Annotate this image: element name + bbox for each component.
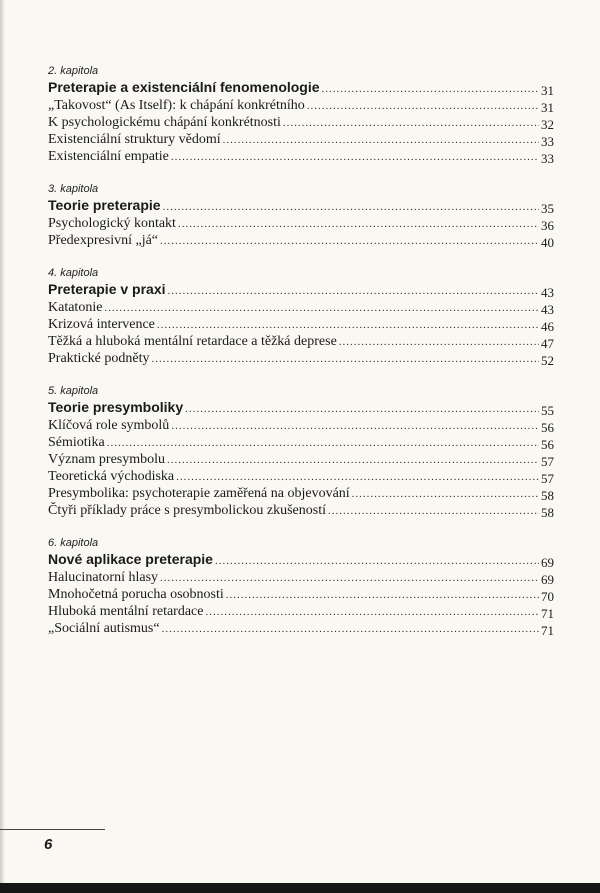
- entry-page: 58: [541, 488, 554, 503]
- dot-leader: [283, 115, 539, 132]
- entry-page: 46: [541, 319, 554, 334]
- toc-entry[interactable]: [48, 602, 554, 619]
- table-of-contents: [48, 64, 554, 654]
- entry-page: 43: [541, 302, 554, 317]
- dot-leader: [185, 401, 539, 418]
- entry-title: Teoretická východiska: [48, 469, 175, 484]
- chapter-label: 4. kapitola: [48, 267, 99, 279]
- entry-page: 31: [541, 100, 554, 115]
- chapter-5: [48, 384, 554, 518]
- dot-leader: [339, 334, 539, 351]
- entry-page: 57: [541, 454, 554, 469]
- chapter-main-entry[interactable]: [48, 197, 554, 214]
- entry-page: 32: [541, 117, 554, 132]
- chapter-main-entry[interactable]: [48, 551, 554, 568]
- dot-leader: [352, 486, 539, 503]
- dot-leader: [223, 132, 539, 149]
- entry-title: Mnohočetná porucha osobnosti: [48, 587, 224, 602]
- dot-leader: [178, 216, 539, 233]
- entry-title: K psychologickému chápání konkrétnosti: [48, 115, 281, 130]
- entry-page: 57: [541, 471, 554, 486]
- toc-entry[interactable]: [48, 585, 554, 602]
- entry-title: Nové aplikace preterapie: [48, 551, 213, 567]
- entry-page: 71: [541, 606, 554, 621]
- toc-entry[interactable]: [48, 568, 554, 585]
- dot-leader: [104, 300, 539, 317]
- chapter-label: 5. kapitola: [48, 385, 99, 397]
- dot-leader: [160, 570, 539, 587]
- chapter-label: 6. kapitola: [48, 537, 99, 549]
- dot-leader: [171, 418, 539, 435]
- chapter-label: 3. kapitola: [48, 183, 99, 195]
- entry-page: 56: [541, 437, 554, 452]
- dot-leader: [107, 435, 539, 452]
- chapter-6: [48, 536, 554, 636]
- toc-entry[interactable]: [48, 147, 554, 164]
- entry-title: Preterapie a existenciální fenomenologie: [48, 79, 320, 95]
- toc-entry[interactable]: [48, 416, 554, 433]
- entry-page: 52: [541, 353, 554, 368]
- toc-entry[interactable]: [48, 130, 554, 147]
- entry-page: 33: [541, 151, 554, 166]
- dot-leader: [157, 317, 539, 334]
- toc-entry[interactable]: [48, 619, 554, 636]
- entry-title: Halucinatorní hlasy: [48, 570, 159, 585]
- chapter-main-entry[interactable]: [48, 79, 554, 96]
- entry-title: Předexpresivní „já“: [48, 233, 159, 248]
- dot-leader: [215, 553, 539, 570]
- footer-rule: [0, 829, 105, 830]
- entry-page: 55: [541, 403, 554, 418]
- toc-entry[interactable]: [48, 113, 554, 130]
- entry-title: Čtyři příklady práce s presymbolickou zkušeností: [48, 503, 326, 518]
- entry-page: 35: [541, 201, 554, 216]
- entry-title: Presymbolika: psychoterapie zaměřená na objevování: [48, 486, 350, 501]
- entry-page: 70: [541, 589, 554, 604]
- dot-leader: [151, 351, 539, 368]
- chapter-4: [48, 266, 554, 366]
- toc-entry[interactable]: [48, 349, 554, 366]
- entry-page: 36: [541, 218, 554, 233]
- entry-title: Význam presymbolu: [48, 452, 166, 467]
- chapter-main-entry[interactable]: [48, 281, 554, 298]
- dot-leader: [162, 621, 539, 638]
- page-edge-shadow: [0, 0, 5, 893]
- entry-page: 56: [541, 420, 554, 435]
- entry-page: 31: [541, 83, 554, 98]
- entry-title: Klíčová role symbolů: [48, 418, 170, 433]
- toc-entry[interactable]: [48, 467, 554, 484]
- entry-title: „Takovost“ (As Itself): k chápání konkrétního: [48, 98, 305, 113]
- entry-title: Krizová intervence: [48, 317, 155, 332]
- dot-leader: [163, 199, 539, 216]
- entry-title: Katatonie: [48, 300, 103, 315]
- entry-page: 33: [541, 134, 554, 149]
- entry-title: Existenciální empatie: [48, 149, 169, 164]
- toc-entry[interactable]: [48, 231, 554, 248]
- entry-title: Těžká a hluboká mentální retardace a těžká deprese: [48, 334, 337, 349]
- dot-leader: [226, 587, 539, 604]
- entry-page: 58: [541, 505, 554, 520]
- chapter-3: [48, 182, 554, 248]
- entry-title: Teorie presymboliky: [48, 399, 184, 415]
- dot-leader: [168, 283, 539, 300]
- toc-entry[interactable]: [48, 214, 554, 231]
- entry-title: Hluboká mentální retardace: [48, 604, 204, 619]
- entry-page: 43: [541, 285, 554, 300]
- entry-page: 71: [541, 623, 554, 638]
- entry-title: Existenciální struktury vědomí: [48, 132, 221, 147]
- entry-title: Sémiotika: [48, 435, 105, 450]
- toc-entry[interactable]: [48, 298, 554, 315]
- toc-entry[interactable]: [48, 484, 554, 501]
- entry-title: Praktické podněty: [48, 351, 150, 366]
- toc-entry[interactable]: [48, 96, 554, 113]
- scan-bottom-edge: [0, 883, 600, 893]
- chapter-label: 2. kapitola: [48, 65, 99, 77]
- toc-entry[interactable]: [48, 501, 554, 518]
- chapter-main-entry[interactable]: [48, 399, 554, 416]
- dot-leader: [307, 98, 539, 115]
- entry-page: 69: [541, 555, 554, 570]
- chapter-2: [48, 64, 554, 164]
- entry-page: 69: [541, 572, 554, 587]
- dot-leader: [171, 149, 539, 166]
- dot-leader: [322, 81, 539, 98]
- toc-entry[interactable]: [48, 332, 554, 349]
- toc-entry[interactable]: [48, 450, 554, 467]
- dot-leader: [160, 233, 539, 250]
- entry-title: Psychologický kontakt: [48, 216, 176, 231]
- toc-entry[interactable]: [48, 433, 554, 450]
- entry-title: Preterapie v praxi: [48, 281, 166, 297]
- toc-entry[interactable]: [48, 315, 554, 332]
- page-number: 6: [44, 836, 53, 853]
- entry-title: Teorie preterapie: [48, 197, 161, 213]
- entry-page: 40: [541, 235, 554, 250]
- dot-leader: [167, 452, 539, 469]
- entry-page: 47: [541, 336, 554, 351]
- dot-leader: [328, 503, 539, 520]
- dot-leader: [205, 604, 539, 621]
- dot-leader: [176, 469, 539, 486]
- entry-title: „Sociální autismus“: [48, 621, 160, 636]
